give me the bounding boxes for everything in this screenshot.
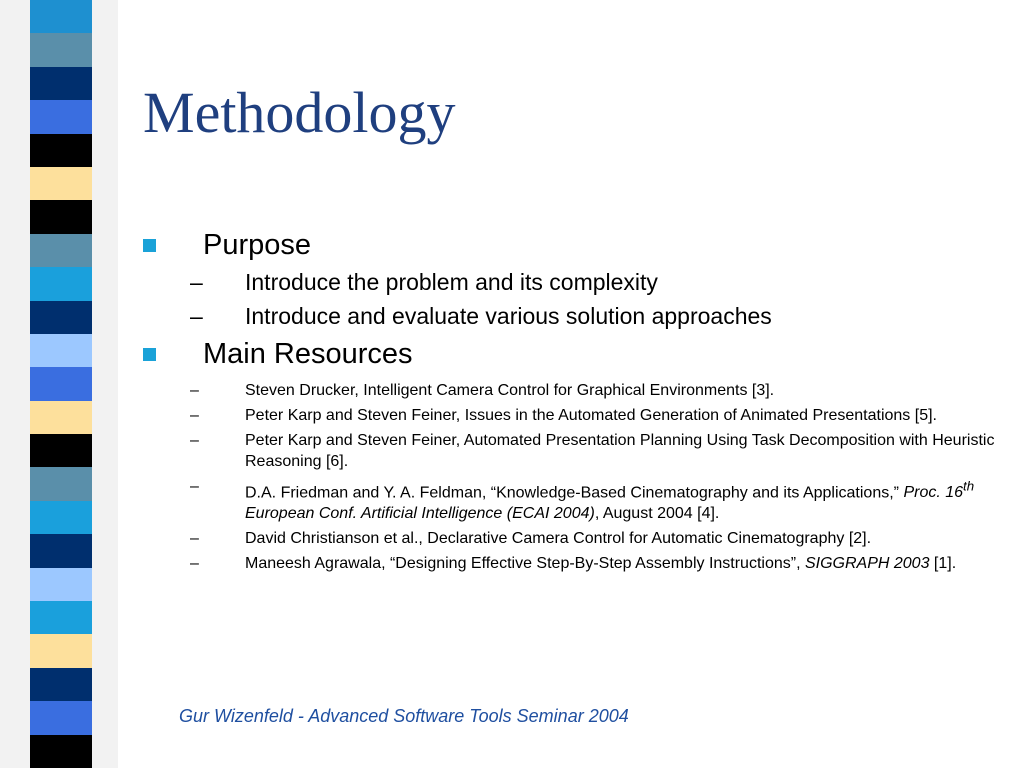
stripe-band xyxy=(30,234,92,268)
stripe-band xyxy=(30,434,92,468)
bullet-main-resources xyxy=(143,337,1013,372)
stripe-band xyxy=(30,601,92,635)
decorative-color-stripe xyxy=(30,0,92,768)
slide-content xyxy=(143,228,1013,574)
stripe-band xyxy=(30,634,92,668)
resource-item-text: Maneesh Agrawala, “Designing Effective Step-By-Step Assembly Instructions”, SIGGRAPH 2003 [1]. xyxy=(245,555,957,573)
stripe-band xyxy=(30,100,92,134)
stripe-band xyxy=(30,0,92,34)
square-bullet-icon xyxy=(143,239,156,252)
stripe-band xyxy=(30,401,92,435)
resource-item-text: D.A. Friedman and Y. A. Feldman, “Knowledge-Based Cinematography and its Applications,” Proc. 16th European Conf. Artificial Intelligence (ECAI 2004), August 2004 [4]. xyxy=(245,479,975,523)
resource-item xyxy=(143,476,1013,524)
stripe-band xyxy=(30,67,92,101)
square-bullet-icon xyxy=(143,348,156,361)
dash-icon: – xyxy=(190,478,199,495)
purpose-heading: Purpose xyxy=(203,229,312,261)
resource-item xyxy=(143,553,1013,574)
stripe-band xyxy=(30,33,92,67)
purpose-item-text: Introduce and evaluate various solution approaches xyxy=(245,303,772,329)
resource-item xyxy=(143,380,1013,401)
venue-italic: Proc. 16th European Conf. Artificial Intelligence (ECAI 2004) xyxy=(245,479,975,523)
resource-item xyxy=(143,405,1013,426)
dash-icon: – xyxy=(190,555,199,573)
stripe-band xyxy=(30,334,92,368)
stripe-band xyxy=(30,200,92,234)
stripe-band xyxy=(30,167,92,201)
dash-icon: – xyxy=(190,407,199,424)
resource-item-text: Peter Karp and Steven Feiner, Issues in the Automated Generation of Animated Presentations [5]. xyxy=(245,407,937,424)
resource-item-text: Steven Drucker, Intelligent Camera Control for Graphical Environments [3]. xyxy=(245,382,775,399)
resource-item-text: Peter Karp and Steven Feiner, Automated Presentation Planning Using Task Decomposition with Heuristic Reasoning [6]. xyxy=(245,432,995,470)
resource-item xyxy=(143,430,1013,472)
stripe-band xyxy=(30,467,92,501)
stripe-band xyxy=(30,534,92,568)
slide-title: Methodology xyxy=(143,80,456,145)
dash-icon: – xyxy=(190,530,199,548)
stripe-band xyxy=(30,267,92,301)
venue-italic: SIGGRAPH 2003 xyxy=(804,555,930,573)
resources-heading: Main Resources xyxy=(203,338,413,370)
stripe-band xyxy=(30,301,92,335)
stripe-band xyxy=(30,367,92,401)
slide-footer: Gur Wizenfeld - Advanced Software Tools Seminar 2004 xyxy=(179,706,629,726)
bullet-purpose xyxy=(143,228,1013,263)
stripe-band xyxy=(30,134,92,168)
stripe-band xyxy=(30,568,92,602)
dash-icon: – xyxy=(190,382,199,399)
dash-icon: – xyxy=(190,303,203,329)
stripe-band xyxy=(30,501,92,535)
purpose-item xyxy=(143,302,1013,331)
dash-icon: – xyxy=(190,432,199,449)
purpose-item-text: Introduce the problem and its complexity xyxy=(245,269,658,295)
stripe-band xyxy=(30,701,92,735)
stripe-band xyxy=(30,735,92,768)
resource-item xyxy=(143,528,1013,549)
resource-item-text: David Christianson et al., Declarative Camera Control for Automatic Cinematography [2]. xyxy=(245,530,872,548)
purpose-item xyxy=(143,268,1013,297)
stripe-band xyxy=(30,668,92,702)
dash-icon: – xyxy=(190,269,203,295)
